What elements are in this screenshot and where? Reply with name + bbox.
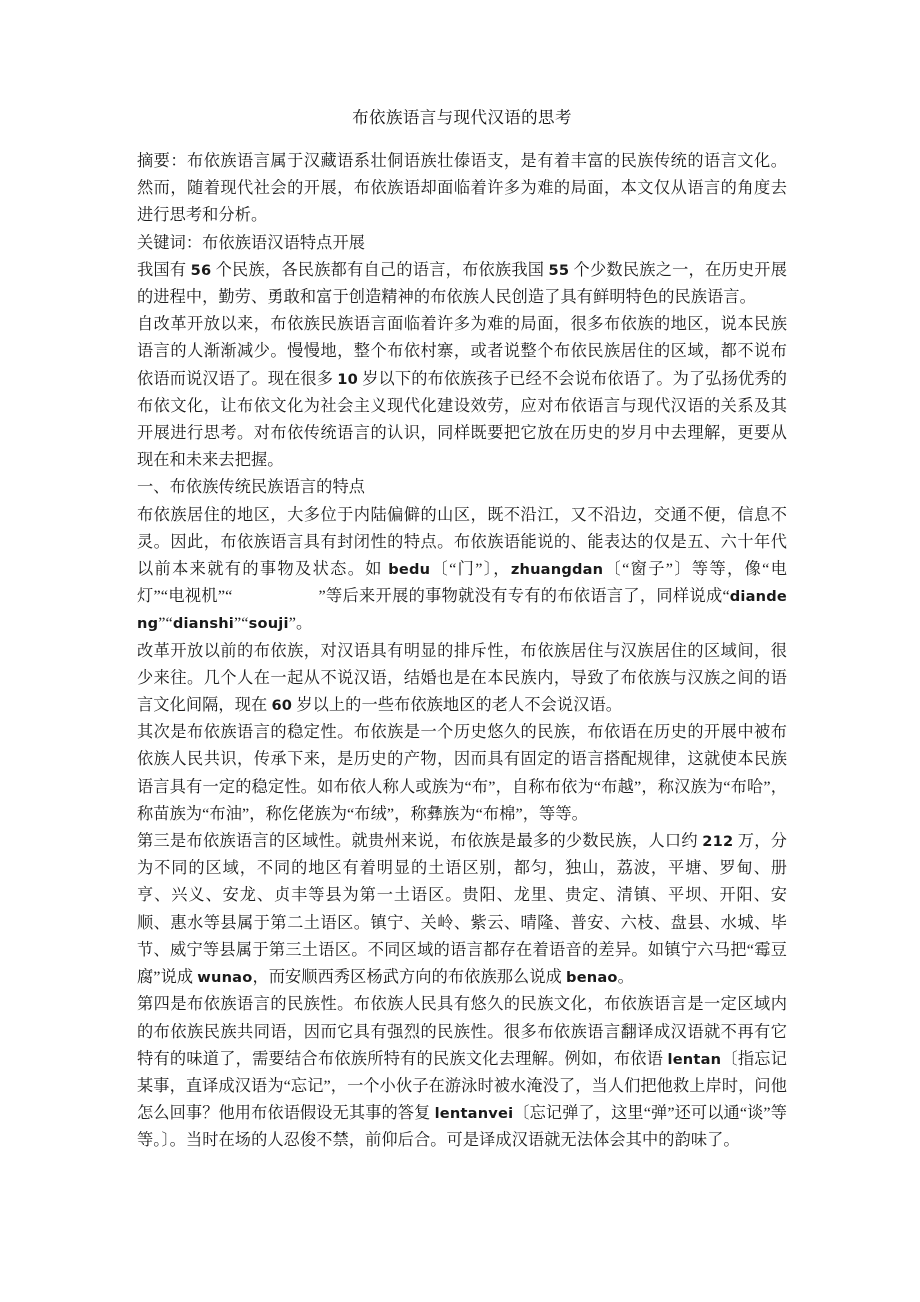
section-heading-1: 一、布依族传统民族语言的特点 bbox=[137, 478, 366, 497]
intro-paragraph-2: 自改革开放以来，布依族民族语言面临着许多为难的局面，很多布依族的地区，说本民族语言的人渐渐减少。慢慢地，整个布依村寨，或者说整个布依民族居住的区域，都不说布依语而说汉语了。现在很多 10 岁以下的布依族孩子已经不会说布依语了。为了弘扬优秀的布依文化，让布依文化为社会主义现代化建设效劳，应对布依语言与现代汉语的关系及其开展进行思考。对布依传统语言的认识，同样既要把它放在历史的岁月中去理解，更要从现在和未来去把握。 bbox=[137, 315, 787, 470]
regionality-paragraph: 第三是布依族语言的区域性。就贵州来说，布依族是最多的少数民族，人口约 212 万，分为不同的区域，不同的地区有着明显的土语区别，都匀，独山，荔波，平塘、罗甸、册亨、兴义、安龙、贞丰等县为第一土语区。贵阳、龙里、贵定、清镇、平坝、开阳、安顺、惠水等县属于第二土语区。镇宁、关岭、紫云、晴隆、普安、六枝、盘县、水城、毕节、威宁等县属于第三土语区。不同区域的语言都存在着语音的差异。如镇宁六马把“霉豆腐”说成 wunao，而安顺西秀区杨武方向的布依族那么说成 benao。 bbox=[137, 832, 787, 987]
stability-paragraph: 其次是布依族语言的稳定性。布依族是一个历史悠久的民族，布依语在历史的开展中被布依族人民共识，传承下来，是历史的产物，因而具有固定的语言搭配规律，这就使本民族语言具有一定的稳定性。如布依人称人或族为“布”，自称布依为“布越”，称汉族为“布哈”，称苗族为“布油”，称仡佬族为“布绒”，称彝族为“布棉”，等等。 bbox=[137, 723, 787, 823]
keywords-paragraph: 关键词：布依族语汉语特点开展 bbox=[137, 233, 366, 252]
ethnicity-paragraph: 第四是布依族语言的民族性。布依族人民具有悠久的民族文化，布依族语言是一定区域内的布依族民族共同语，因而它具有强烈的民族性。很多布依族语言翻译成汉语就不再有它特有的味道了，需要结合布依族所特有的民族文化去理解。例如，布依语 lentan〔指忘记某事，直译成汉语为“忘记”，一个小伙子在游泳时被水淹没了，当人们把他救上岸时，问他怎么回事？他用布依语假设无其事的答复 lentanvei〔忘记弹了，这里“弹”还可以通“谈”等等。〕。当时在场的人忍俊不禁，前仰后合。可是译成汉语就无法体会其中的韵味了。 bbox=[137, 995, 787, 1150]
abstract-paragraph: 摘要：布依族语言属于汉藏语系壮侗语族壮傣语支，是有着丰富的民族传统的语言文化。然而，随着现代社会的开展，布依族语却面临着许多为难的局面，本文仅从语言的角度去进行思考和分析。 bbox=[137, 152, 787, 225]
document-body bbox=[137, 104, 787, 1155]
closedness-paragraph: 布依族居住的地区，大多位于内陆偏僻的山区，既不沿江，又不沿边，交通不便，信息不灵。因此，布依族语言具有封闭性的特点。布依族语能说的、能表达的仅是五、六十年代以前本来就有的事物及状态。如 bedu〔“门”〕，zhuangdan〔“窗子”〕等等，像“电灯”“电视机”“ ”等后来开展的事物就没有专有的布依语言了，同样说成“diandeng”“dianshi”“souji”。 bbox=[137, 505, 788, 633]
exclusivity-paragraph: 改革开放以前的布依族，对汉语具有明显的排斥性，布依族居住与汉族居住的区域间，很少来往。几个人在一起从不说汉语，结婚也是在本民族内，导致了布依族与汉族之间的语言文化间隔，现在 60 岁以上的一些布依族地区的老人不会说汉语。 bbox=[137, 641, 787, 715]
intro-paragraph-1: 我国有 56 个民族，各民族都有自己的语言，布依族我国 55 个少数民族之一，在历史开展的进程中，勤劳、勇敢和富于创造精神的布依族人民创造了具有鲜明特色的民族语言。 bbox=[137, 260, 788, 307]
page-title: 布依族语言与现代汉语的思考 bbox=[352, 108, 572, 127]
